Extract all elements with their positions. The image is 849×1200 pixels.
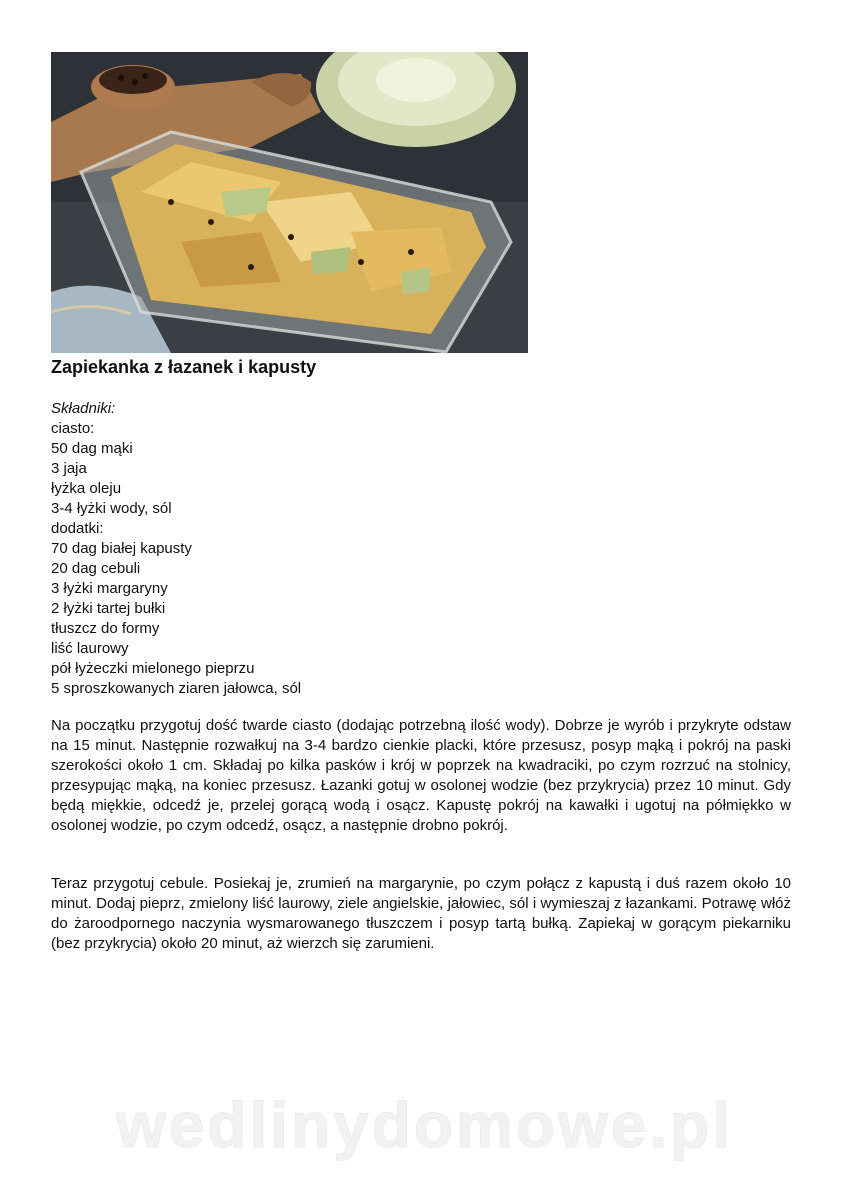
ingredient-item: 3 jaja	[51, 460, 87, 477]
site-watermark: wedlinydomowe.pl	[116, 1089, 733, 1161]
ingredient-item: liść laurowy	[51, 640, 129, 657]
ingredient-section-dough: ciasto:	[51, 420, 95, 437]
casserole-photo	[51, 52, 528, 353]
ingredients-heading: Składniki:	[51, 400, 116, 417]
ingredient-item: 3 łyżki margaryny	[51, 580, 168, 597]
ingredient-item: 5 sproszkowanych ziaren jałowca, sól	[51, 680, 302, 697]
ingredient-item: łyżka oleju	[51, 480, 122, 497]
ingredient-item: pół łyżeczki mielonego pieprzu	[51, 660, 255, 677]
ingredient-section-additions: dodatki:	[51, 520, 104, 537]
instructions-paragraph-2: Teraz przygotuj cebule. Posiekaj je, zrumień na margarynie, po czym połącz z kapustą i duś razem około 10 minut. Dodaj pieprz, zmielony liść laurowy, ziele angielskie, jałowiec, sól i wymieszaj z łazankami. Potrawę włóż do żaroodpornego naczynia wysmarowanego tłuszczem i posyp tartą bułką. Zapiekaj w gorącym piekarniku (bez przykrycia) około 20 minut, aż wierzch się zarumieni.	[51, 875, 791, 952]
recipe-title: Zapiekanka z łazanek i kapusty	[51, 357, 317, 377]
ingredient-item: 70 dag białej kapusty	[51, 540, 192, 557]
ingredient-item: 50 dag mąki	[51, 440, 133, 457]
ingredient-item: 3-4 łyżki wody, sól	[51, 500, 172, 517]
ingredient-item: 2 łyżki tartej bułki	[51, 600, 166, 617]
ingredient-item: 20 dag cebuli	[51, 560, 141, 577]
ingredients-list	[51, 399, 301, 699]
instructions-paragraph-1: Na początku przygotuj dość twarde ciasto (dodając potrzebną ilość wody). Dobrze je wyrób i przykryte odstaw na 15 minut. Następnie rozwałkuj na 3-4 bardzo cienkie placki, które przesusz, posyp mąką i pokrój na paski szerokości około 1 cm. Składaj po kilka pasków i krój w poprzek na kwadraciki, po czym rozrzuć na stolnicy, przesypując mąką, na koniec przesusz. Łazanki gotuj w osolonej wodzie (bez przykrycia) przez 10 minut. Gdy będą miękkie, odcedź je, przelej gorącą wodą i osącz. Kapustę pokrój na kawałki i ugotuj na półmiękko w osolonej wodzie, po czym odcedź, osącz, a następnie drobno pokrój.	[51, 717, 791, 834]
ingredient-item: tłuszcz do formy	[51, 620, 160, 637]
